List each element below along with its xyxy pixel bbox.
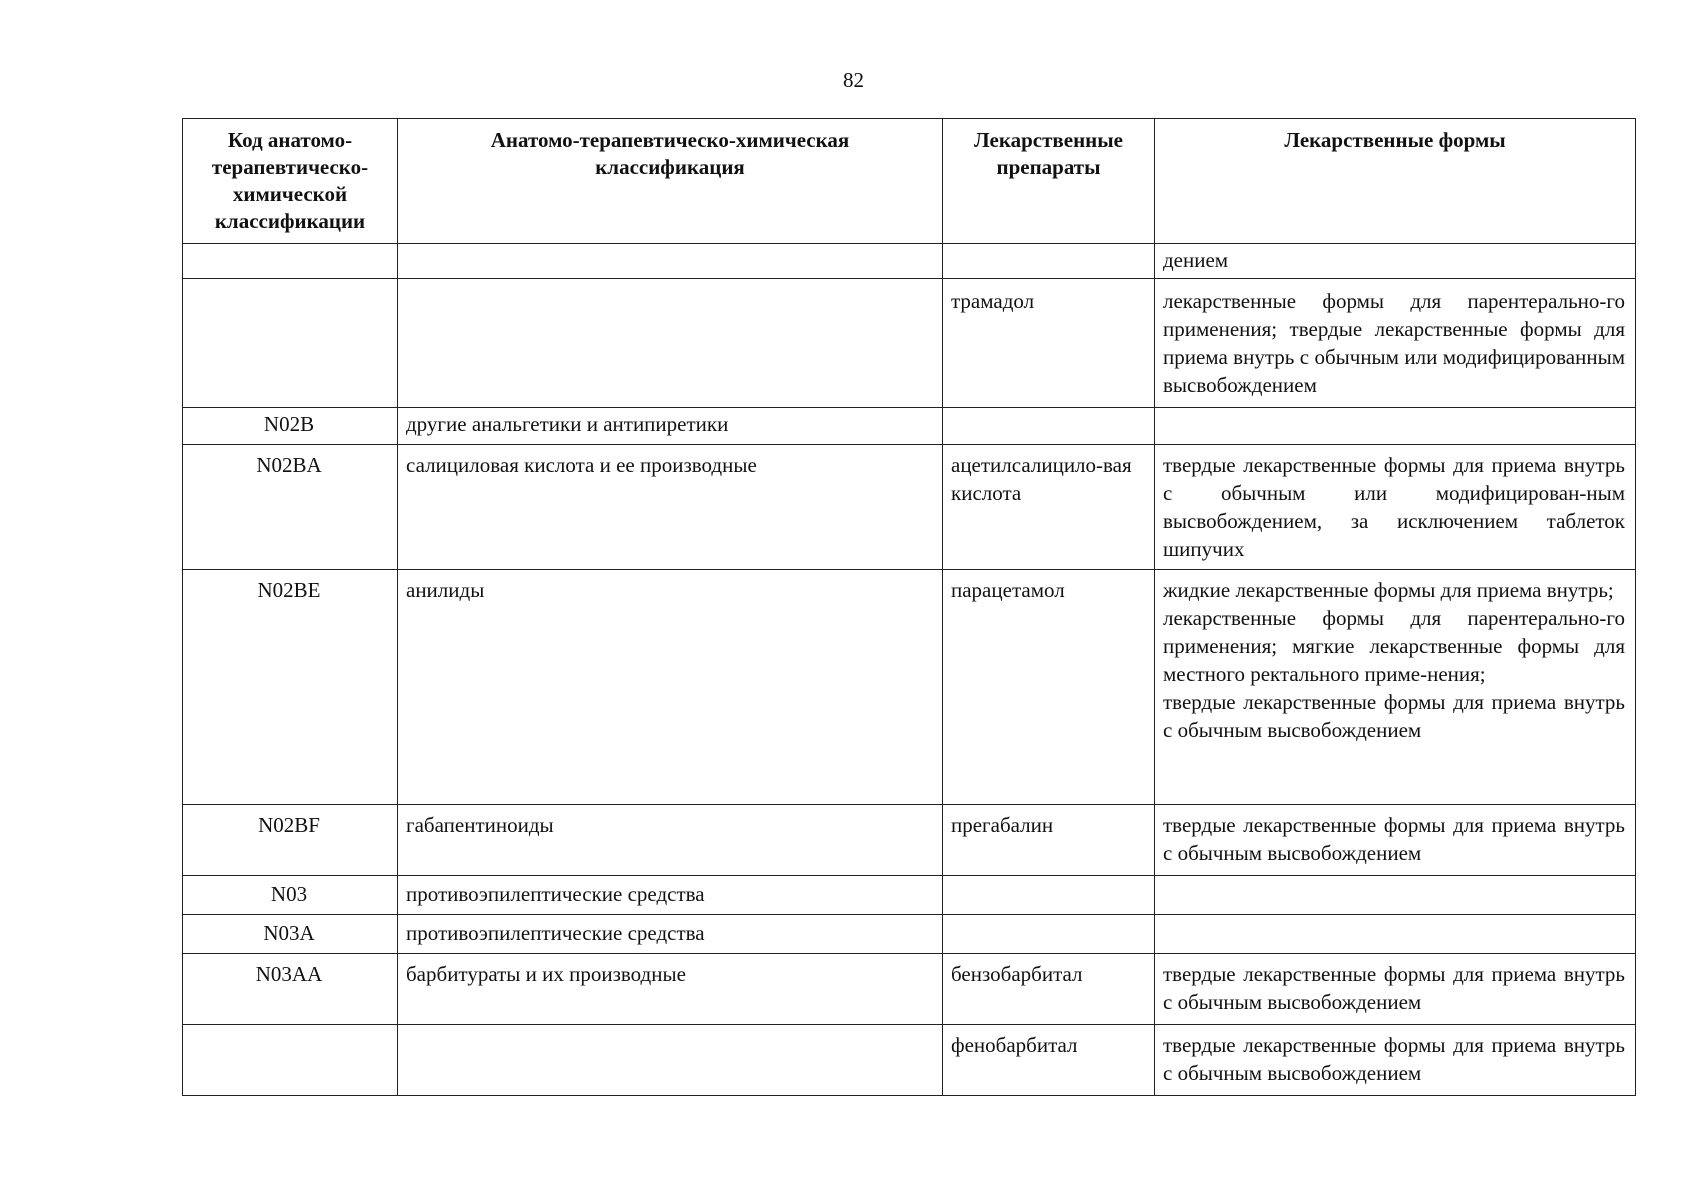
cell-classification: анилиды	[398, 570, 943, 805]
cell-forms	[1155, 915, 1636, 954]
cell-drug: прегабалин	[943, 805, 1155, 876]
cell-classification	[398, 244, 943, 279]
cell-code: N02BE	[183, 570, 398, 805]
cell-classification: противоэпилептические средства	[398, 876, 943, 915]
cell-code: N02BF	[183, 805, 398, 876]
cell-code: N02BA	[183, 445, 398, 570]
cell-forms	[1155, 570, 1636, 805]
cell-forms: твердые лекарственные формы для приема внутрь с обычным высвобождением	[1155, 1025, 1636, 1096]
cell-code	[183, 279, 398, 408]
table-header-row	[183, 119, 1636, 244]
table-row	[183, 408, 1636, 445]
cell-drug: трамадол	[943, 279, 1155, 408]
cell-classification	[398, 279, 943, 408]
atc-drug-table	[182, 118, 1636, 1096]
header-atc-code	[183, 119, 398, 244]
cell-code: N03A	[183, 915, 398, 954]
table-row	[183, 915, 1636, 954]
cell-code: N02B	[183, 408, 398, 445]
cell-forms: твердые лекарственные формы для приема внутрь с обычным или модифицирован-ным высвобождением, за исключением таблеток шипучих	[1155, 445, 1636, 570]
cell-forms	[1155, 408, 1636, 445]
cell-forms	[1155, 876, 1636, 915]
header-drugs	[943, 119, 1155, 244]
cell-classification: салициловая кислота и ее производные	[398, 445, 943, 570]
table-row	[183, 876, 1636, 915]
header-line: классификация	[595, 155, 745, 179]
header-line: терапевтическо-	[211, 155, 369, 179]
cell-drug	[943, 915, 1155, 954]
table-row	[183, 279, 1636, 408]
table-row	[183, 570, 1636, 805]
cell-drug: фенобарбитал	[943, 1025, 1155, 1096]
forms-paragraph: лекарственные формы для парентерально-го применения; мягкие лекарственные формы для местного ректального приме-нения;	[1163, 606, 1625, 686]
cell-drug	[943, 876, 1155, 915]
cell-drug: парацетамол	[943, 570, 1155, 805]
table-row	[183, 244, 1636, 279]
cell-forms: дением	[1155, 244, 1636, 279]
header-dosage-forms	[1155, 119, 1636, 244]
header-line: классификации	[214, 209, 366, 233]
cell-forms: лекарственные формы для парентерально-го применения; твердые лекарственные формы для приема внутрь с обычным или модифицированным высвобождением	[1155, 279, 1636, 408]
cell-code	[183, 244, 398, 279]
cell-drug: бензобарбитал	[943, 954, 1155, 1025]
table-row	[183, 445, 1636, 570]
cell-drug	[943, 244, 1155, 279]
forms-paragraph: твердые лекарственные формы для приема внутрь с обычным высвобождением	[1163, 690, 1625, 742]
cell-classification: другие анальгетики и антипиретики	[398, 408, 943, 445]
cell-classification	[398, 1025, 943, 1096]
table-row	[183, 1025, 1636, 1096]
cell-drug: ацетилсалицило-вая кислота	[943, 445, 1155, 570]
header-atc-classification	[398, 119, 943, 244]
forms-paragraph: жидкие лекарственные формы для приема внутрь;	[1163, 578, 1614, 602]
header-line: Код анатомо-	[227, 128, 353, 152]
cell-code	[183, 1025, 398, 1096]
header-line: Лекарственные формы	[1284, 128, 1506, 152]
header-line: химической	[232, 182, 348, 206]
header-line: препараты	[996, 155, 1101, 179]
header-line: Анатомо-терапевтическо-химическая	[490, 128, 850, 152]
cell-classification: противоэпилептические средства	[398, 915, 943, 954]
cell-code: N03	[183, 876, 398, 915]
header-line: Лекарственные	[974, 128, 1123, 152]
page-number: 82	[843, 68, 864, 92]
table-row	[183, 805, 1636, 876]
cell-code: N03AA	[183, 954, 398, 1025]
cell-forms: твердые лекарственные формы для приема внутрь с обычным высвобождением	[1155, 805, 1636, 876]
cell-forms: твердые лекарственные формы для приема внутрь с обычным высвобождением	[1155, 954, 1636, 1025]
cell-classification: габапентиноиды	[398, 805, 943, 876]
cell-drug	[943, 408, 1155, 445]
cell-classification: барбитураты и их производные	[398, 954, 943, 1025]
table-row	[183, 954, 1636, 1025]
